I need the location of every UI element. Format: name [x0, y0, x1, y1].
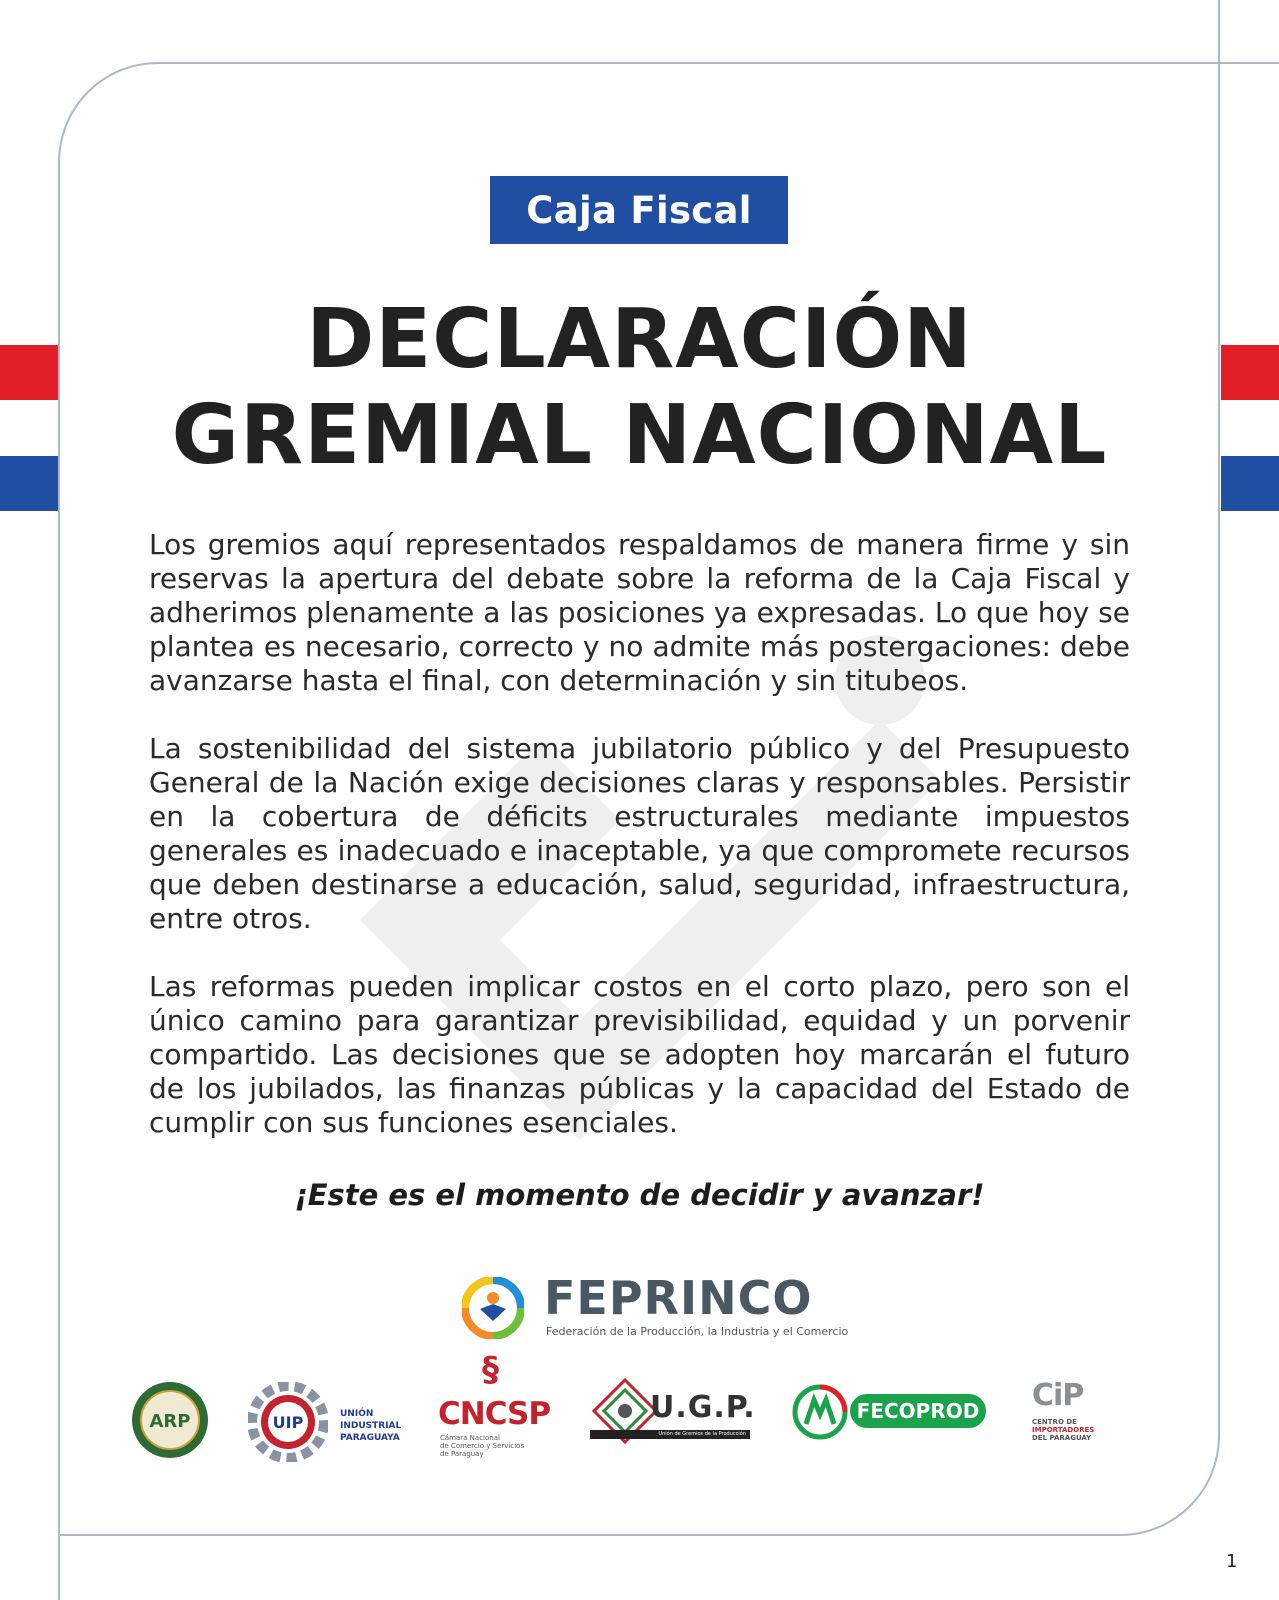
- uip-logo: [248, 1382, 328, 1462]
- ugp-logo: [590, 1376, 756, 1446]
- member-logos: [130, 1350, 1110, 1490]
- feprinco-subtitle: Federación de la Producción, la Industria y el Comercio: [546, 1325, 849, 1338]
- cncsp-logo: [438, 1350, 556, 1468]
- arp-logo: [130, 1380, 210, 1460]
- cip-logo: [1030, 1378, 1110, 1458]
- cip-abbr: CiP: [1032, 1378, 1084, 1413]
- frame-line: [1218, 0, 1220, 62]
- cncsp-name: Cámara Nacional de Comercio y Servicios de Paraguay: [440, 1434, 525, 1458]
- title-line: GREMIAL NACIONAL: [171, 388, 1108, 483]
- ugp-abbr: U.G.P.: [650, 1390, 756, 1425]
- feprinco-name: FEPRINCO: [544, 1271, 813, 1325]
- section-badge: Caja Fiscal: [490, 176, 788, 244]
- slogan: ¡Este es el momento de decidir y avanzar!: [294, 1178, 985, 1212]
- paragraph: La sostenibilidad del sistema jubilatorio público y del Presupuesto General de la Nación exige decisiones claras y responsables. Persistir en la cobertura de déficits estructurales mediante impuestos generales es inadecuado e inaceptable, ya que compromete recursos que deben destinarse a educación, salud, seguridad, infraestructura, entre otros.: [149, 732, 1130, 935]
- paragraph: Las reformas pueden implicar costos en el corto plazo, pero son el único camino para garantizar previsibilidad, equidad y un porvenir compartido. Las decisiones que se adopten hoy marcarán el futuro de los jubilados, las finanzas públicas y la capacidad del Estado de cumplir con sus funciones esenciales.: [149, 970, 1130, 1139]
- feprinco-logo: [462, 1271, 849, 1345]
- paragraph: Los gremios aquí representados respaldamos de manera firme y sin reservas la apertura del debate sobre la reforma de la Caja Fiscal y adherimos plenamente a las posiciones ya expresadas. Lo que hoy se plantea es necesario, correcto y no admite más postergaciones: debe avanzarse hasta el final, con determinación y sin titubeos.: [149, 528, 1130, 697]
- cncsp-symbol-icon: §: [482, 1350, 499, 1390]
- cncsp-abbr: CNCSP: [438, 1396, 551, 1432]
- svg-text:ARP: ARP: [149, 1411, 191, 1432]
- title-line: DECLARACIÓN: [306, 292, 973, 387]
- frame-line: [58, 1534, 60, 1600]
- page-title: [0, 292, 1279, 484]
- cip-name: CENTRO DE IMPORTADORES DEL PARAGUAY: [1032, 1418, 1095, 1442]
- uip-name: UNIÓN INDUSTRIAL PARAGUAYA: [340, 1409, 402, 1443]
- fecoprod-emblem-icon: [792, 1384, 848, 1440]
- feprinco-icon: [462, 1277, 524, 1339]
- fecoprod-logo: [792, 1384, 992, 1444]
- svg-text:UIP: UIP: [272, 1413, 304, 1432]
- page-number: 1: [1226, 1551, 1238, 1572]
- declaration-body: [149, 528, 1130, 1174]
- ugp-name: Unión de Gremios de la Producción: [590, 1430, 750, 1439]
- frame-line: [1218, 62, 1279, 64]
- fecoprod-name: FECOPROD: [850, 1394, 986, 1428]
